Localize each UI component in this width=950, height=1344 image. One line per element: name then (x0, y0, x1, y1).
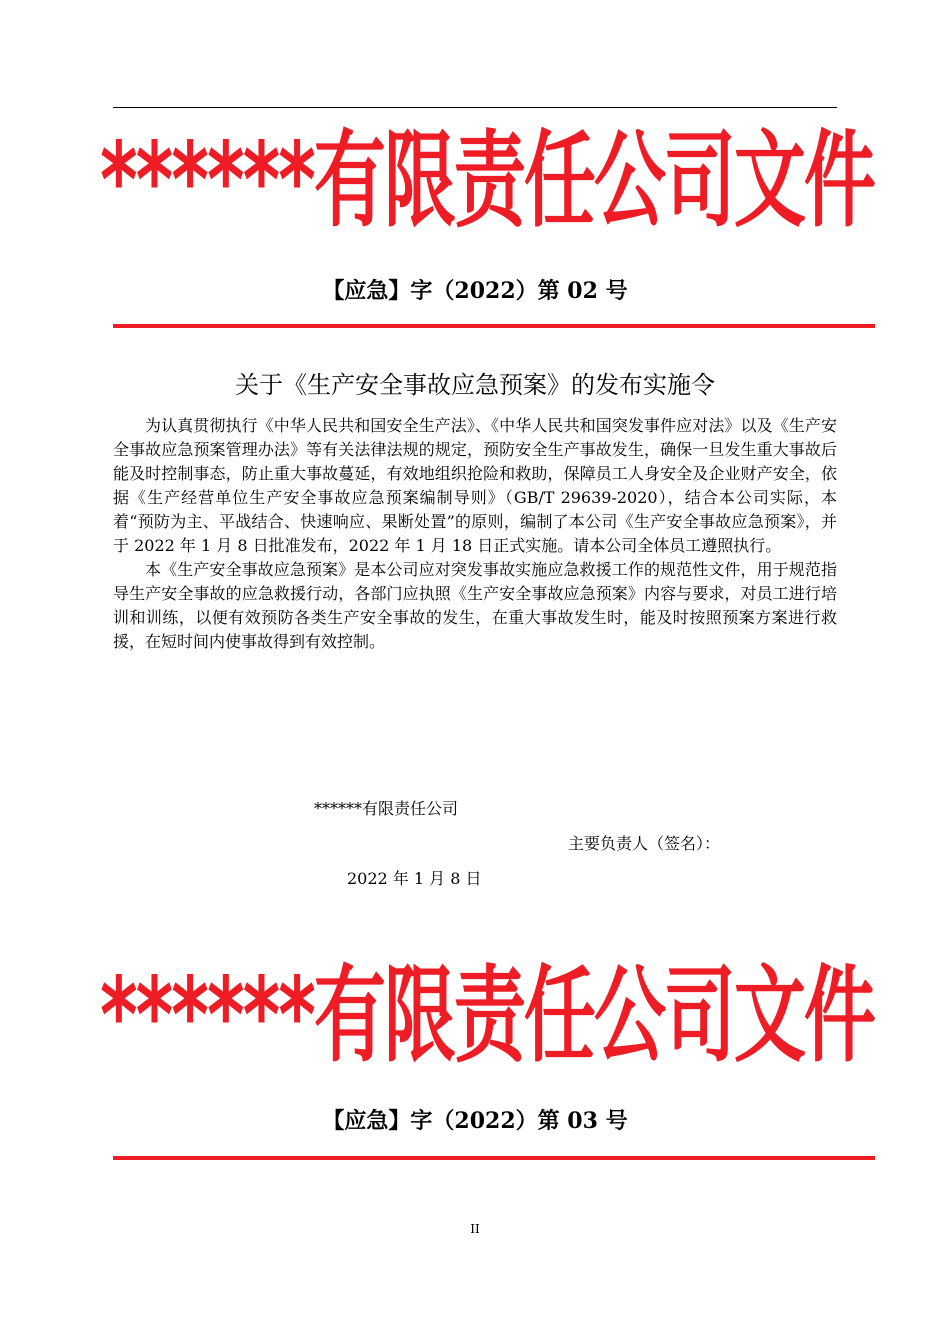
signatory-label: 主要负责人（签名）： (568, 834, 721, 853)
notice-title: 关于《生产安全事故应急预案》的发布实施令 (235, 371, 715, 399)
company-name: ******有限责任公司 (314, 799, 459, 818)
document-number: 【应急】字（2022）第 02 号 (322, 278, 628, 304)
page-number: II (470, 1222, 480, 1236)
document-number: 【应急】字（2022）第 03 号 (322, 1108, 628, 1134)
red-divider (113, 1156, 875, 1160)
red-divider (113, 324, 875, 328)
top-divider (113, 107, 837, 108)
issue-date: 2022 年 1 月 8 日 (347, 869, 482, 888)
body-paragraph: 为认真贯彻执行《中华人民共和国安全生产法》、《中华人民共和国突发事件应对法》以及《生产安全事故应急预案管理办法》等有关法律法规的规定，预防安全生产事故发生，确保一旦发生重大事故后能及时控制事态，防止重大事故蔓延，有效地组织抢险和救助，保障员工人身安全及企业财产安全，依据《生产经营单位生产安全事故应急预案编制导则》（GB/T 29639-2020），结合本公司实际，本着“预防为主、平战结合、快速响应、果断处置”的原则，编制了本公司《生产安全事故应急预案》，并于 2022 年 1 月 8 日批准发布，2022 年 1 月 18 日正式实施。请本公司全体员工遵照执行。 (113, 416, 837, 555)
notice-body (113, 414, 837, 654)
body-paragraph: 本《生产安全事故应急预案》是本公司应对突发事故实施应急救援工作的规范性文件，用于规范指导生产安全事故的应急救援行动，各部门应执照《生产安全事故应急预案》内容与要求，对员工进行培训和训练，以便有效预防各类生产安全事故的发生，在重大事故发生时，能及时按照预案方案进行救援，在短时间内使事故得到有效控制。 (113, 560, 837, 651)
red-letterhead-title: ******有限责任公司文件 (100, 954, 874, 1077)
red-letterhead-title: ******有限责任公司文件 (100, 119, 874, 242)
